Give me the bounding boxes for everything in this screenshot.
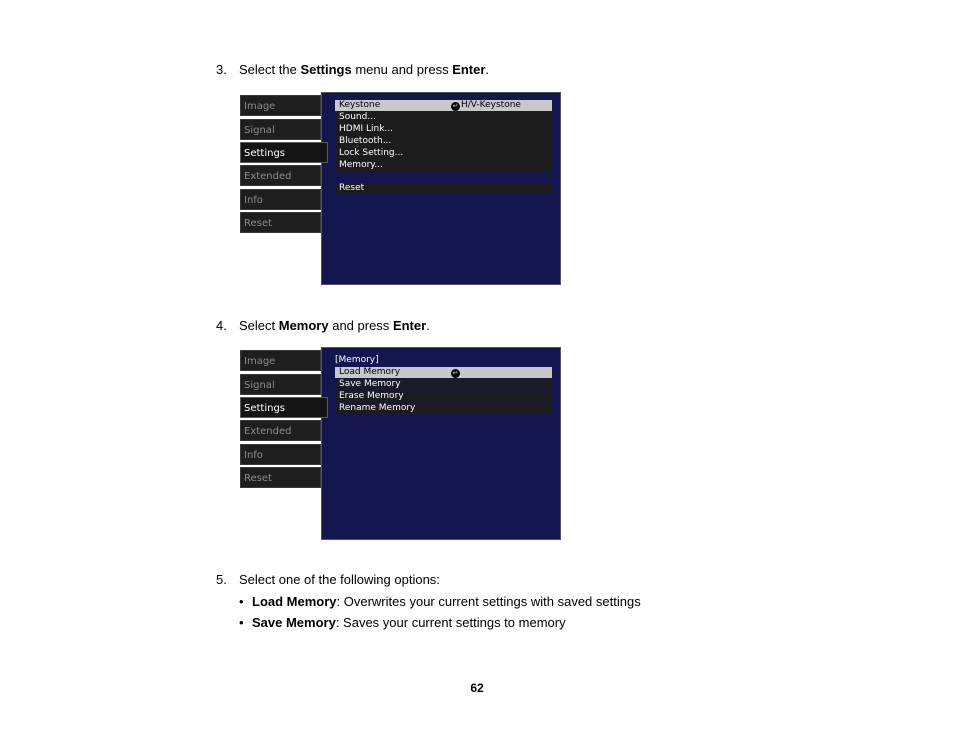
- sidebar-item-extended[interactable]: Extended: [240, 165, 321, 186]
- sidebar-item-extended[interactable]: Extended: [240, 420, 321, 441]
- memory-menu-screenshot: [240, 347, 561, 540]
- memory-panel: [321, 347, 561, 540]
- bullet-save-memory: • Save Memory: Saves your current settings to memory: [239, 615, 566, 630]
- step-number: 3.: [216, 62, 227, 77]
- step-number: 4.: [216, 318, 227, 333]
- sidebar-item-reset[interactable]: Reset: [240, 467, 321, 488]
- sidebar-item-settings[interactable]: Settings: [240, 142, 328, 163]
- menu-row-hdmi-link[interactable]: HDMI Link...: [335, 124, 552, 135]
- panel-title: [Memory]: [335, 355, 379, 365]
- sidebar-item-info[interactable]: Info: [240, 444, 321, 465]
- menu-row-reset[interactable]: Reset: [335, 183, 552, 194]
- enter-icon: ↵: [452, 102, 459, 110]
- sidebar-item-reset[interactable]: Reset: [240, 212, 321, 233]
- enter-icon: ↵: [452, 369, 459, 377]
- step-number: 5.: [216, 572, 227, 587]
- menu-row-load-memory[interactable]: Load Memory ↵: [335, 367, 552, 378]
- sidebar-item-signal[interactable]: Signal: [240, 374, 321, 395]
- bullet-load-memory: • Load Memory: Overwrites your current settings with saved settings: [239, 594, 641, 609]
- step-5: 5. Select one of the following options:: [216, 572, 440, 587]
- sidebar-item-info[interactable]: Info: [240, 189, 321, 210]
- menu-row-memory[interactable]: Memory...: [335, 160, 552, 171]
- page-number: 62: [470, 681, 484, 695]
- sidebar-item-settings[interactable]: Settings: [240, 397, 328, 418]
- sidebar-item-image[interactable]: Image: [240, 95, 321, 116]
- menu-row-lock-setting[interactable]: Lock Setting...: [335, 148, 552, 159]
- menu-row-rename-memory[interactable]: Rename Memory: [335, 403, 552, 414]
- keystone-value: H/V-Keystone: [461, 100, 521, 110]
- menu-row-bluetooth[interactable]: Bluetooth...: [335, 136, 552, 147]
- bullet-dot: •: [239, 594, 244, 609]
- sidebar-item-signal[interactable]: Signal: [240, 119, 321, 140]
- settings-menu-screenshot: [240, 92, 561, 285]
- menu-row-erase-memory[interactable]: Erase Memory: [335, 391, 552, 402]
- settings-panel: [321, 92, 561, 285]
- menu-row-save-memory[interactable]: Save Memory: [335, 379, 552, 390]
- step-3: 3. Select the Settings menu and press Enter.: [216, 62, 490, 77]
- menu-row-keystone[interactable]: Keystone ↵ H/V-Keystone: [335, 100, 552, 111]
- step-4: 4. Select Memory and press Enter.: [216, 318, 430, 333]
- bullet-dot: •: [239, 615, 244, 630]
- menu-row-sound[interactable]: Sound...: [335, 112, 552, 123]
- sidebar-item-image[interactable]: Image: [240, 350, 321, 371]
